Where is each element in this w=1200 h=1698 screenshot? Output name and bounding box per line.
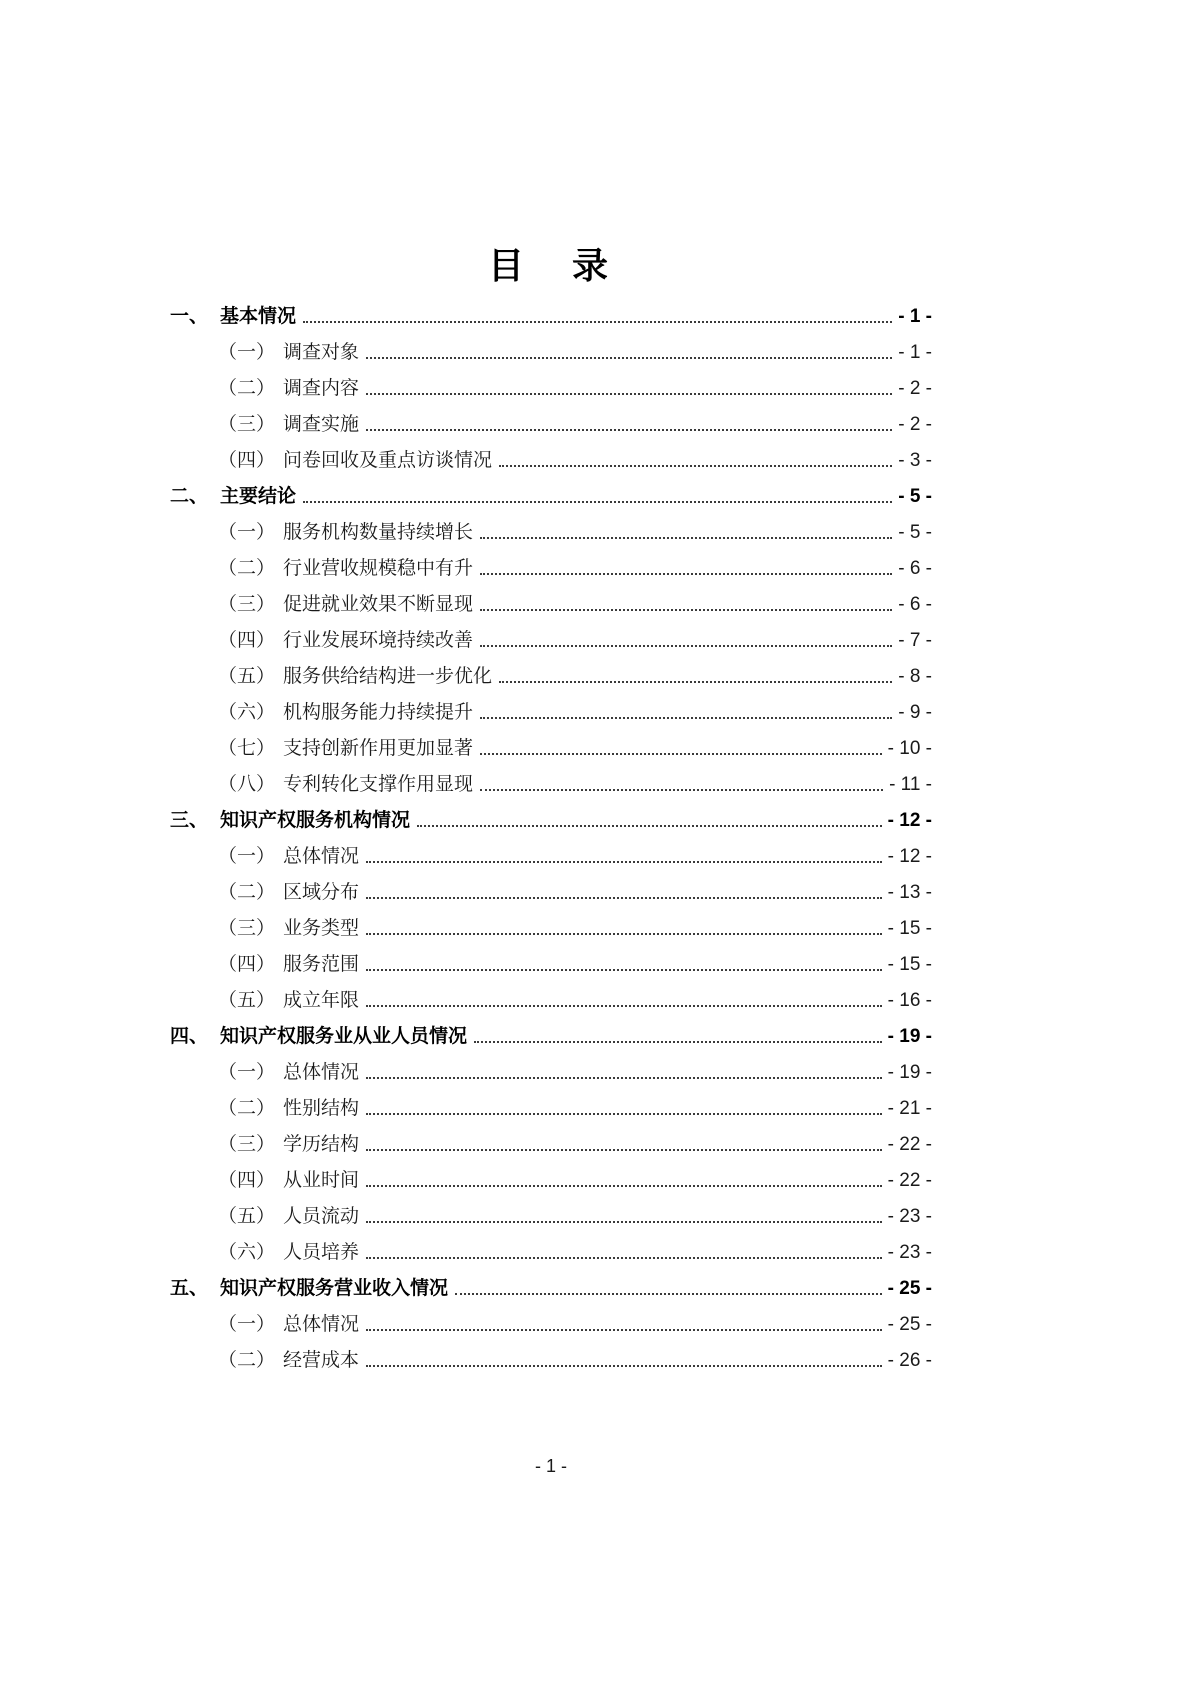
toc-entry[interactable] [170, 906, 932, 942]
toc-entry-label: （三） [218, 918, 276, 939]
toc-entry-label: （二） [218, 558, 276, 579]
toc-entry[interactable] [170, 870, 932, 906]
toc-entry[interactable] [170, 438, 932, 474]
toc-entry-text: 服务机构数量持续增长 [283, 522, 474, 543]
toc-entry-label: 一、 [170, 306, 209, 327]
toc-entry-page: - 5 - [898, 522, 932, 543]
toc-entry-text: 调查对象 [283, 342, 360, 363]
toc-entry-text: 调查实施 [283, 414, 360, 435]
toc-entry-label: （七） [218, 738, 276, 759]
dot-leader [366, 897, 882, 899]
toc-entry-page: - 2 - [898, 414, 932, 435]
toc-entry[interactable] [170, 1122, 932, 1158]
toc-entry[interactable] [170, 366, 932, 402]
toc-entry-label: 五、 [170, 1278, 209, 1299]
dot-leader [480, 789, 883, 791]
dot-leader [366, 1329, 882, 1331]
toc-entry-text: 服务供给结构进一步优化 [283, 666, 493, 687]
toc-entry[interactable] [170, 1230, 932, 1266]
toc-entry-page: - 6 - [898, 558, 932, 579]
toc-entry-text: 机构服务能力持续提升 [283, 702, 474, 723]
toc-entry-label: 二、 [170, 486, 209, 507]
toc-entry-page: - 11 - [889, 774, 932, 795]
dot-leader [366, 1005, 882, 1007]
toc-list [170, 294, 932, 1374]
toc-entry-label: （四） [218, 954, 276, 975]
toc-entry-text: 专利转化支撑作用显现 [283, 774, 474, 795]
toc-entry-page: - 16 - [887, 990, 932, 1011]
dot-leader [417, 825, 882, 827]
dot-leader [480, 717, 892, 719]
toc-entry[interactable] [170, 942, 932, 978]
toc-entry[interactable] [170, 834, 932, 870]
toc-entry-text: 行业发展环境持续改善 [283, 630, 474, 651]
toc-entry-label: （六） [218, 702, 276, 723]
toc-entry-page: - 3 - [898, 450, 932, 471]
page-title: 目 录 [487, 245, 614, 286]
toc-entry-text: 从业时间 [283, 1170, 360, 1191]
toc-entry-text: 调查内容 [283, 378, 360, 399]
toc-entry-text: 支持创新作用更加显著 [283, 738, 474, 759]
toc-entry[interactable] [170, 474, 932, 510]
toc-entry-page: - 22 - [887, 1134, 932, 1155]
toc-entry-page: - 7 - [898, 630, 932, 651]
toc-entry-text: 服务范围 [283, 954, 360, 975]
toc-entry-text: 总体情况 [283, 846, 360, 867]
dot-leader [366, 1113, 882, 1115]
toc-entry-label: 四、 [170, 1026, 209, 1047]
dot-leader [366, 861, 882, 863]
toc-entry-page: - 10 - [887, 738, 932, 759]
toc-entry[interactable] [170, 510, 932, 546]
toc-entry-text: 区域分布 [283, 882, 360, 903]
toc-entry[interactable] [170, 1158, 932, 1194]
toc-entry-label: （二） [218, 1350, 276, 1371]
dot-leader [366, 429, 892, 431]
dot-leader [303, 321, 892, 323]
dot-leader [480, 537, 892, 539]
toc-entry-text: 人员流动 [283, 1206, 360, 1227]
toc-entry-page: - 12 - [887, 810, 932, 831]
toc-entry-label: （五） [218, 1206, 276, 1227]
dot-leader [480, 573, 892, 575]
toc-entry-page: - 15 - [887, 954, 932, 975]
toc-entry-text: 人员培养 [283, 1242, 360, 1263]
toc-entry-text: 经营成本 [283, 1350, 360, 1371]
toc-entry-label: （五） [218, 666, 276, 687]
toc-entry[interactable] [170, 1338, 932, 1374]
footer-page-number: - 1 - [534, 1456, 567, 1476]
dot-leader [366, 357, 892, 359]
dot-leader [499, 681, 892, 683]
toc-entry[interactable] [170, 762, 932, 798]
dot-leader [366, 1077, 882, 1079]
toc-entry-label: （一） [218, 1062, 276, 1083]
toc-entry-label: （三） [218, 1134, 276, 1155]
toc-entry[interactable] [170, 654, 932, 690]
toc-entry[interactable] [170, 798, 932, 834]
toc-entry-page: - 9 - [898, 702, 932, 723]
toc-entry-text: 知识产权服务机构情况 [220, 810, 411, 831]
toc-entry-page: - 8 - [898, 666, 932, 687]
toc-entry-label: （八） [218, 774, 276, 795]
toc-entry[interactable] [170, 1050, 932, 1086]
toc-entry-page: - 23 - [887, 1242, 932, 1263]
toc-entry[interactable] [170, 1086, 932, 1122]
toc-entry-label: （四） [218, 630, 276, 651]
toc-entry-label: （三） [218, 594, 276, 615]
toc-entry-page: - 19 - [887, 1062, 932, 1083]
toc-entry[interactable] [170, 1302, 932, 1338]
toc-entry-label: （三） [218, 414, 276, 435]
toc-entry-text: 主要结论 [220, 486, 297, 507]
dot-leader [366, 1365, 882, 1367]
toc-entry-page: - 1 - [898, 306, 932, 327]
toc-entry-text: 成立年限 [283, 990, 360, 1011]
toc-entry[interactable] [170, 726, 932, 762]
dot-leader [366, 933, 882, 935]
toc-entry-text: 知识产权服务营业收入情况 [220, 1278, 449, 1299]
toc-entry[interactable] [170, 330, 932, 366]
toc-entry[interactable] [170, 1266, 932, 1302]
toc-entry-page: - 1 - [898, 342, 932, 363]
toc-entry-page: - 13 - [887, 882, 932, 903]
toc-entry-text: 行业营收规模稳中有升 [283, 558, 474, 579]
toc-entry-text: 性别结构 [283, 1098, 360, 1119]
dot-leader [366, 969, 882, 971]
toc-entry-text: 总体情况 [283, 1314, 360, 1335]
toc-entry[interactable] [170, 1194, 932, 1230]
dot-leader [366, 1149, 882, 1151]
toc-entry[interactable] [170, 1014, 932, 1050]
toc-entry-label: （一） [218, 522, 276, 543]
dot-leader [480, 645, 892, 647]
toc-entry-text: 基本情况 [220, 306, 297, 327]
toc-entry-page: - 22 - [887, 1170, 932, 1191]
dot-leader [480, 609, 892, 611]
toc-entry-text: 总体情况 [283, 1062, 360, 1083]
toc-entry[interactable] [170, 582, 932, 618]
toc-entry-label: 三、 [170, 810, 209, 831]
toc-entry-label: （二） [218, 378, 276, 399]
dot-leader [303, 501, 892, 503]
toc-entry-page: - 6 - [898, 594, 932, 615]
toc-entry-label: （四） [218, 450, 276, 471]
toc-entry-page: - 19 - [887, 1026, 932, 1047]
toc-entry-page: - 25 - [887, 1314, 932, 1335]
dot-leader [366, 1221, 882, 1223]
toc-entry-label: （四） [218, 1170, 276, 1191]
dot-leader [366, 393, 892, 395]
toc-entry-text: 知识产权服务业从业人员情况 [220, 1026, 468, 1047]
toc-entry-label: （二） [218, 1098, 276, 1119]
toc-entry-label: （二） [218, 882, 276, 903]
toc-entry[interactable] [170, 978, 932, 1014]
toc-entry-text: 业务类型 [283, 918, 360, 939]
toc-entry-page: - 5 - [898, 486, 932, 507]
toc-entry-page: - 25 - [887, 1278, 932, 1299]
toc-entry-text: 问卷回收及重点访谈情况 [283, 450, 493, 471]
toc-entry[interactable] [170, 546, 932, 582]
dot-leader [474, 1041, 882, 1043]
dot-leader [455, 1293, 882, 1295]
toc-entry[interactable] [170, 294, 932, 330]
toc-entry[interactable] [170, 402, 932, 438]
dot-leader [366, 1257, 882, 1259]
toc-entry[interactable] [170, 690, 932, 726]
toc-entry-text: 促进就业效果不断显现 [283, 594, 474, 615]
dot-leader [499, 465, 892, 467]
toc-entry-label: （五） [218, 990, 276, 1011]
toc-entry[interactable] [170, 618, 932, 654]
toc-entry-page: - 23 - [887, 1206, 932, 1227]
toc-entry-page: - 15 - [887, 918, 932, 939]
toc-entry-label: （六） [218, 1242, 276, 1263]
toc-entry-label: （一） [218, 1314, 276, 1335]
toc-entry-label: （一） [218, 342, 276, 363]
toc-entry-page: - 21 - [887, 1098, 932, 1119]
toc-entry-page: - 2 - [898, 378, 932, 399]
toc-entry-page: - 26 - [887, 1350, 932, 1371]
dot-leader [480, 753, 882, 755]
toc-entry-text: 学历结构 [283, 1134, 360, 1155]
toc-entry-label: （一） [218, 846, 276, 867]
dot-leader [366, 1185, 882, 1187]
toc-entry-page: - 12 - [887, 846, 932, 867]
